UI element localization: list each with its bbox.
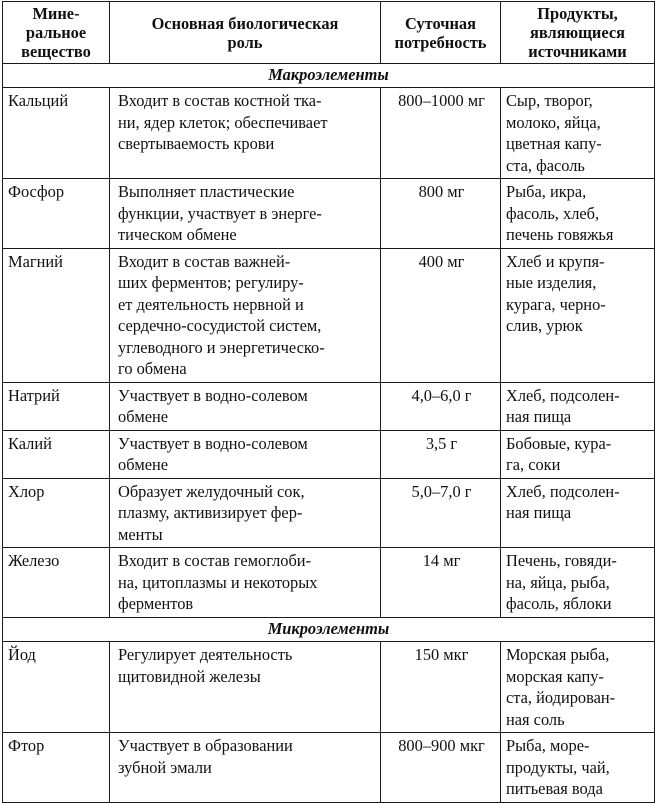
header-sources: Продукты, являющиеся источниками <box>501 2 655 64</box>
cell-mineral: Фосфор <box>3 179 110 249</box>
section-title-micro: Микроэлементы <box>3 618 655 642</box>
cell-sources: Хлеб, подсолен- ная пища <box>501 382 655 430</box>
cell-sources: Хлеб и крупя- ные изделия, курага, черно- слив, урюк <box>501 248 655 382</box>
cell-mineral: Калий <box>3 430 110 478</box>
cell-daily: 800–900 мкг <box>381 733 501 803</box>
table-row-iodine <box>3 642 655 733</box>
cell-daily: 14 мг <box>381 548 501 618</box>
table-row-phosphorus <box>3 179 655 249</box>
cell-mineral: Хлор <box>3 478 110 548</box>
table-row-iron <box>3 548 655 618</box>
cell-role: Участвует в водно-солевом обмене <box>110 382 381 430</box>
cell-sources: Бобовые, кура- га, соки <box>501 430 655 478</box>
cell-mineral: Фтор <box>3 733 110 803</box>
cell-daily: 150 мкг <box>381 642 501 733</box>
table-row-calcium <box>3 88 655 179</box>
header-mineral: Мине- ральное вещество <box>3 2 110 64</box>
cell-mineral: Железо <box>3 548 110 618</box>
minerals-table <box>2 1 655 803</box>
cell-mineral: Йод <box>3 642 110 733</box>
section-row-micro <box>3 618 655 642</box>
header-daily: Суточная потребность <box>381 2 501 64</box>
header-row <box>3 2 655 64</box>
cell-role: Входит в состав гемоглоби- на, цитоплазмы и некоторых ферментов <box>110 548 381 618</box>
cell-role: Участвует в водно-солевом обмене <box>110 430 381 478</box>
cell-daily: 4,0–6,0 г <box>381 382 501 430</box>
cell-mineral: Кальций <box>3 88 110 179</box>
cell-daily: 400 мг <box>381 248 501 382</box>
cell-role: Участвует в образовании зубной эмали <box>110 733 381 803</box>
cell-sources: Рыба, икра, фасоль, хлеб, печень говяжья <box>501 179 655 249</box>
cell-sources: Сыр, творог, молоко, яйца, цветная капу- ста, фасоль <box>501 88 655 179</box>
cell-mineral: Натрий <box>3 382 110 430</box>
cell-role: Входит в состав костной тка- ни, ядер клеток; обеспечивает свертываемость крови <box>110 88 381 179</box>
cell-daily: 5,0–7,0 г <box>381 478 501 548</box>
cell-role: Регулирует деятельность щитовидной железы <box>110 642 381 733</box>
cell-daily: 3,5 г <box>381 430 501 478</box>
cell-sources: Рыба, море- продукты, чай, питьевая вода <box>501 733 655 803</box>
cell-sources: Хлеб, подсолен- ная пища <box>501 478 655 548</box>
table-row-chlorine <box>3 478 655 548</box>
table-row-sodium <box>3 382 655 430</box>
section-title-macro: Макроэлементы <box>3 64 655 88</box>
cell-mineral: Магний <box>3 248 110 382</box>
cell-daily: 800 мг <box>381 179 501 249</box>
table-row-fluorine <box>3 733 655 803</box>
cell-role: Образует желудочный сок, плазму, активизирует фер- менты <box>110 478 381 548</box>
cell-daily: 800–1000 мг <box>381 88 501 179</box>
cell-role: Входит в состав важней- ших ферментов; регулиру- ет деятельность нервной и сердечно-сосудистой систем, углеводного и энергетическо- го обмена <box>110 248 381 382</box>
cell-role: Выполняет пластические функции, участвует в энерге- тическом обмене <box>110 179 381 249</box>
table-row-magnesium <box>3 248 655 382</box>
cell-sources: Морская рыба, морская капу- ста, йодирован- ная соль <box>501 642 655 733</box>
table-row-potassium <box>3 430 655 478</box>
section-row-macro <box>3 64 655 88</box>
header-role: Основная биологическая роль <box>110 2 381 64</box>
cell-sources: Печень, говяди- на, яйца, рыба, фасоль, яблоки <box>501 548 655 618</box>
